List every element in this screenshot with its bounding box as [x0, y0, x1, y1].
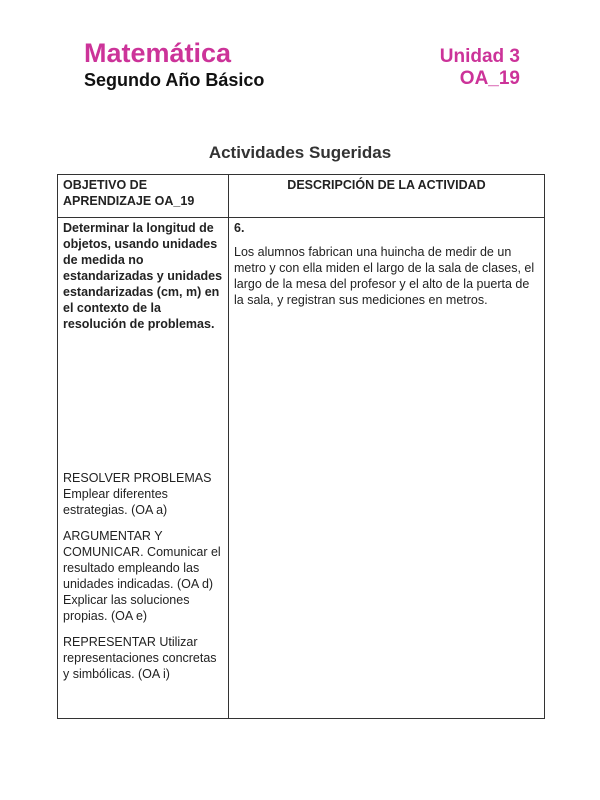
learning-objective-text: Determinar la longitud de objetos, usando unidades de medida no estandarizadas y unidades estandarizadas (cm, m) en el contexto de la resolución de problemas.: [63, 221, 223, 331]
header-right: [440, 46, 520, 90]
unit-label: Unidad 3: [439, 46, 520, 67]
skill-resolver-problemas: [63, 470, 223, 518]
skill-title: ARGUMENTAR Y COMUNICAR.: [63, 529, 163, 559]
objective-column-header: OBJETIVO DE APRENDIZAJE OA_19: [58, 175, 229, 218]
activities-table: [57, 174, 545, 719]
grade-subtitle: Segundo Año Básico: [84, 70, 265, 90]
skill-text: Utilizar representaciones concretas y simbólicas. (OA i): [63, 635, 217, 681]
skill-text: Emplear diferentes estrategias. (OA a): [63, 487, 168, 517]
skill-argumentar-comunicar: [63, 528, 223, 624]
skill-title: RESOLVER PROBLEMAS: [63, 471, 212, 485]
activity-description-cell: [229, 218, 545, 719]
table-row: [58, 218, 545, 719]
description-column-header: DESCRIPCIÓN DE LA ACTIVIDAD: [229, 175, 545, 218]
header-left: [84, 38, 264, 90]
table-header-row: [58, 175, 545, 218]
objective-cell: [58, 218, 229, 719]
skill-title: REPRESENTAR: [63, 635, 156, 649]
activity-number: 6.: [234, 221, 245, 235]
section-title: Actividades Sugeridas: [208, 143, 392, 162]
subject-title: Matemática: [84, 38, 232, 68]
skills-list: [63, 470, 223, 692]
skill-text: Comunicar el resultado empleando las unidades indicadas. (OA d) Explicar las soluciones propias. (OA e): [63, 545, 221, 623]
oa-code-label: OA_19: [459, 68, 520, 89]
activity-text: Los alumnos fabrican una huincha de medir de un metro y con ella miden el largo de la sala de clases, el largo de la mesa del profesor y el alto de la puerta de la sala, y registran sus mediciones en metros.: [234, 245, 535, 307]
skill-representar: [63, 634, 223, 682]
